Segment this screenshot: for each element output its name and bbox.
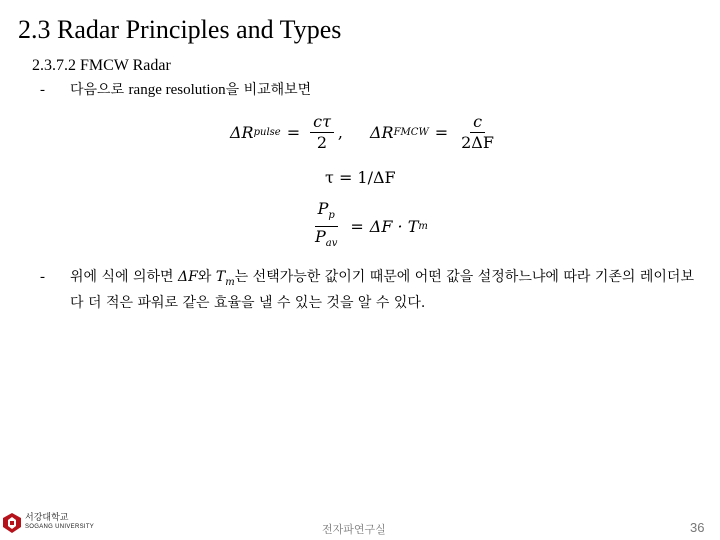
sogang-emblem-icon [2, 512, 22, 534]
eq-pulse-lhs: ΔR [230, 123, 254, 142]
bullet-dash: - [40, 269, 45, 285]
footer-lab-name: 전자파연구실 [322, 523, 386, 536]
equation-tau [325, 168, 396, 187]
university-logo [2, 512, 94, 534]
eq-comma: , [337, 123, 344, 142]
bullet-text-suffix: 을 비교해보면 [225, 82, 312, 98]
inline-math-t: T [215, 269, 226, 285]
logo-english: SOGANG UNIVERSITY [25, 524, 95, 530]
eq-tau-text: τ = 1/ΔF [325, 168, 396, 187]
eq-power-rhs: ΔF · T [369, 217, 419, 237]
equation-pulse-resolution [230, 113, 343, 152]
eq-power-den-symbol: P [315, 227, 326, 247]
eq-fmcw-sub: FMCW [393, 127, 429, 138]
eq-power-den-sub: av [325, 238, 338, 250]
bullet-text-term: range resolution [128, 82, 226, 98]
slide-title: 2.3 Radar Principles and Types [18, 15, 342, 44]
eq-pulse-fraction [310, 113, 334, 152]
eq-power-num-symbol: P [317, 199, 329, 218]
eq-fmcw-numerator: c [470, 113, 485, 133]
bullet-text [70, 80, 311, 101]
logo-korean: 서강대학교 [25, 513, 69, 523]
eq-fmcw-denominator: 2ΔF [461, 133, 494, 152]
bullet-text-part: 위에 식에 의하면 [70, 269, 179, 285]
bullet-text-part: 와 [197, 269, 216, 285]
bullet-text-part: 는 선택가능한 값이기 때문에 어떤 값을 설정하느냐에 따라 기존의 레이더보다 더 적은 파워로 같은 효율을 낼 수 있는 것을 알 수 있다. [70, 269, 694, 311]
equation-fmcw-resolution [370, 113, 501, 152]
section-heading: 2.3.7.2 FMCW Radar [32, 57, 171, 74]
eq-fmcw-fraction [458, 113, 497, 152]
eq-power-fraction [312, 200, 340, 253]
eq-equals: = [434, 123, 449, 142]
inline-math-delta-f: ΔF [178, 269, 198, 285]
inline-math-t-sub: m [225, 276, 235, 288]
bullet-dash: - [40, 82, 45, 98]
eq-equals: = [286, 123, 301, 142]
eq-equals: = [350, 217, 364, 237]
eq-fmcw-lhs: ΔR [370, 123, 394, 142]
eq-power-denominator [312, 227, 340, 253]
eq-power-numerator [315, 200, 338, 227]
equation-power-ratio [308, 200, 428, 253]
eq-pulse-numerator: cτ [310, 113, 334, 133]
bullet-text-prefix: 다음으로 [70, 82, 129, 98]
page-number: 36 [690, 520, 705, 535]
bullet-text [70, 267, 700, 314]
eq-power-num-sub: p [328, 210, 335, 222]
logo-text [25, 514, 94, 532]
eq-pulse-denominator: 2 [316, 133, 328, 152]
eq-pulse-sub: pulse [253, 127, 281, 138]
eq-power-rhs-sub: m [418, 221, 428, 233]
